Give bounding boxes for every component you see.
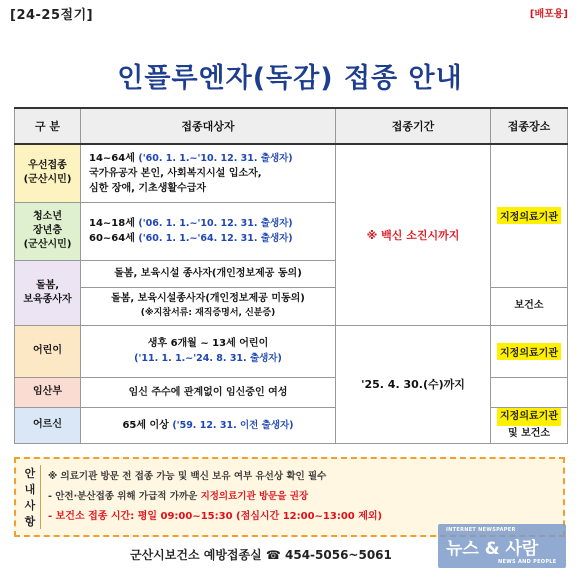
distribution-label: [배포용]: [529, 9, 568, 20]
target-priority: 14~64세 ('60. 1. 1.~'10. 12. 31. 출생자) 국가유공자 본인, 사회복지시설 입소자, 심한 장애, 기초생활수급자: [81, 144, 336, 202]
page-title: 인플루엔자(독감) 접종 안내: [117, 63, 463, 94]
header-category: 구 분: [15, 108, 81, 144]
notice-lines: [48, 467, 555, 527]
target-pregnant: 임신 주수에 관계없이 임신중인 여성: [81, 377, 336, 407]
header-target: 접종대상자: [81, 108, 336, 144]
table-header-row: [15, 108, 568, 144]
place-cell-pregnant: [491, 377, 568, 407]
place-cell-seniors: 지정의료기관 및 보건소: [491, 407, 568, 443]
notice-line-3: - 보건소 접종 시간: 평일 09:00~15:30 (점심시간 12:00~13:00 제외): [48, 511, 383, 522]
category-care-workers: 돌봄, 보육종사자: [15, 260, 81, 325]
season-label: [24-25절기]: [10, 8, 94, 23]
category-pregnant: 임산부: [15, 377, 81, 407]
period-cell-1: ※ 백신 소진시까지: [336, 144, 491, 325]
header-period: 접종기간: [336, 108, 491, 144]
designated-clinic-badge: 지정의료기관: [497, 343, 561, 360]
category-priority: 우선접종 (군산시민): [15, 144, 81, 202]
target-seniors: 65세 이상 ('59. 12. 31. 이전 출생자): [81, 407, 336, 443]
category-youth-middle-age: 청소년 장년층 (군산시민): [15, 202, 81, 260]
target-care-workers-consent: 돌봄, 보육시설 종사자(개인정보제공 동의): [81, 260, 336, 287]
target-youth-middle-age: 14~18세 ('06. 1. 1.~'10. 12. 31. 출생자) 60~64세 ('60. 1. 1.~'64. 12. 31. 출생자): [81, 202, 336, 260]
period-cell-2: '25. 4. 30.(수)까지: [336, 325, 491, 443]
place-cell-children: [491, 325, 568, 377]
notice-line-2: - 안전·분산접종 위해 가급적 가까운 지정의료기관 방문을 권장: [48, 491, 309, 502]
designated-clinic-badge: 지정의료기관: [497, 207, 561, 224]
target-care-workers-no-consent: 돌봄, 보육시설종사자(개인정보제공 미동의) (※지참서류: 재직증명서, 신분증): [81, 287, 336, 325]
contact-footer: 군산시보건소 예방접종실 ☎ 454-5056~5061: [130, 548, 392, 562]
category-seniors: 어르신: [15, 407, 81, 443]
table-row: [15, 144, 568, 202]
table-row: [15, 325, 568, 377]
place-health-center: 보건소: [491, 287, 568, 325]
vaccination-table: [14, 107, 568, 444]
designated-clinic-badge: 지정의료기관: [497, 408, 561, 426]
notice-tag: 안 내 사 항: [20, 465, 41, 529]
category-children: 어린이: [15, 325, 81, 377]
header-place: 접종장소: [491, 108, 568, 144]
newspaper-watermark-logo: INTERNET NEWSPAPER 뉴스 & 사람 NEWS AND PEOPLE: [438, 524, 566, 568]
target-children: 생후 6개월 ~ 13세 어린이 ('11. 1. 1.~'24. 8. 31. 출생자): [81, 325, 336, 377]
place-cell-1: [491, 144, 568, 287]
notice-line-1: ※ 의료기관 방문 전 접종 가능 및 백신 보유 여부 유선상 확인 필수: [48, 471, 327, 482]
